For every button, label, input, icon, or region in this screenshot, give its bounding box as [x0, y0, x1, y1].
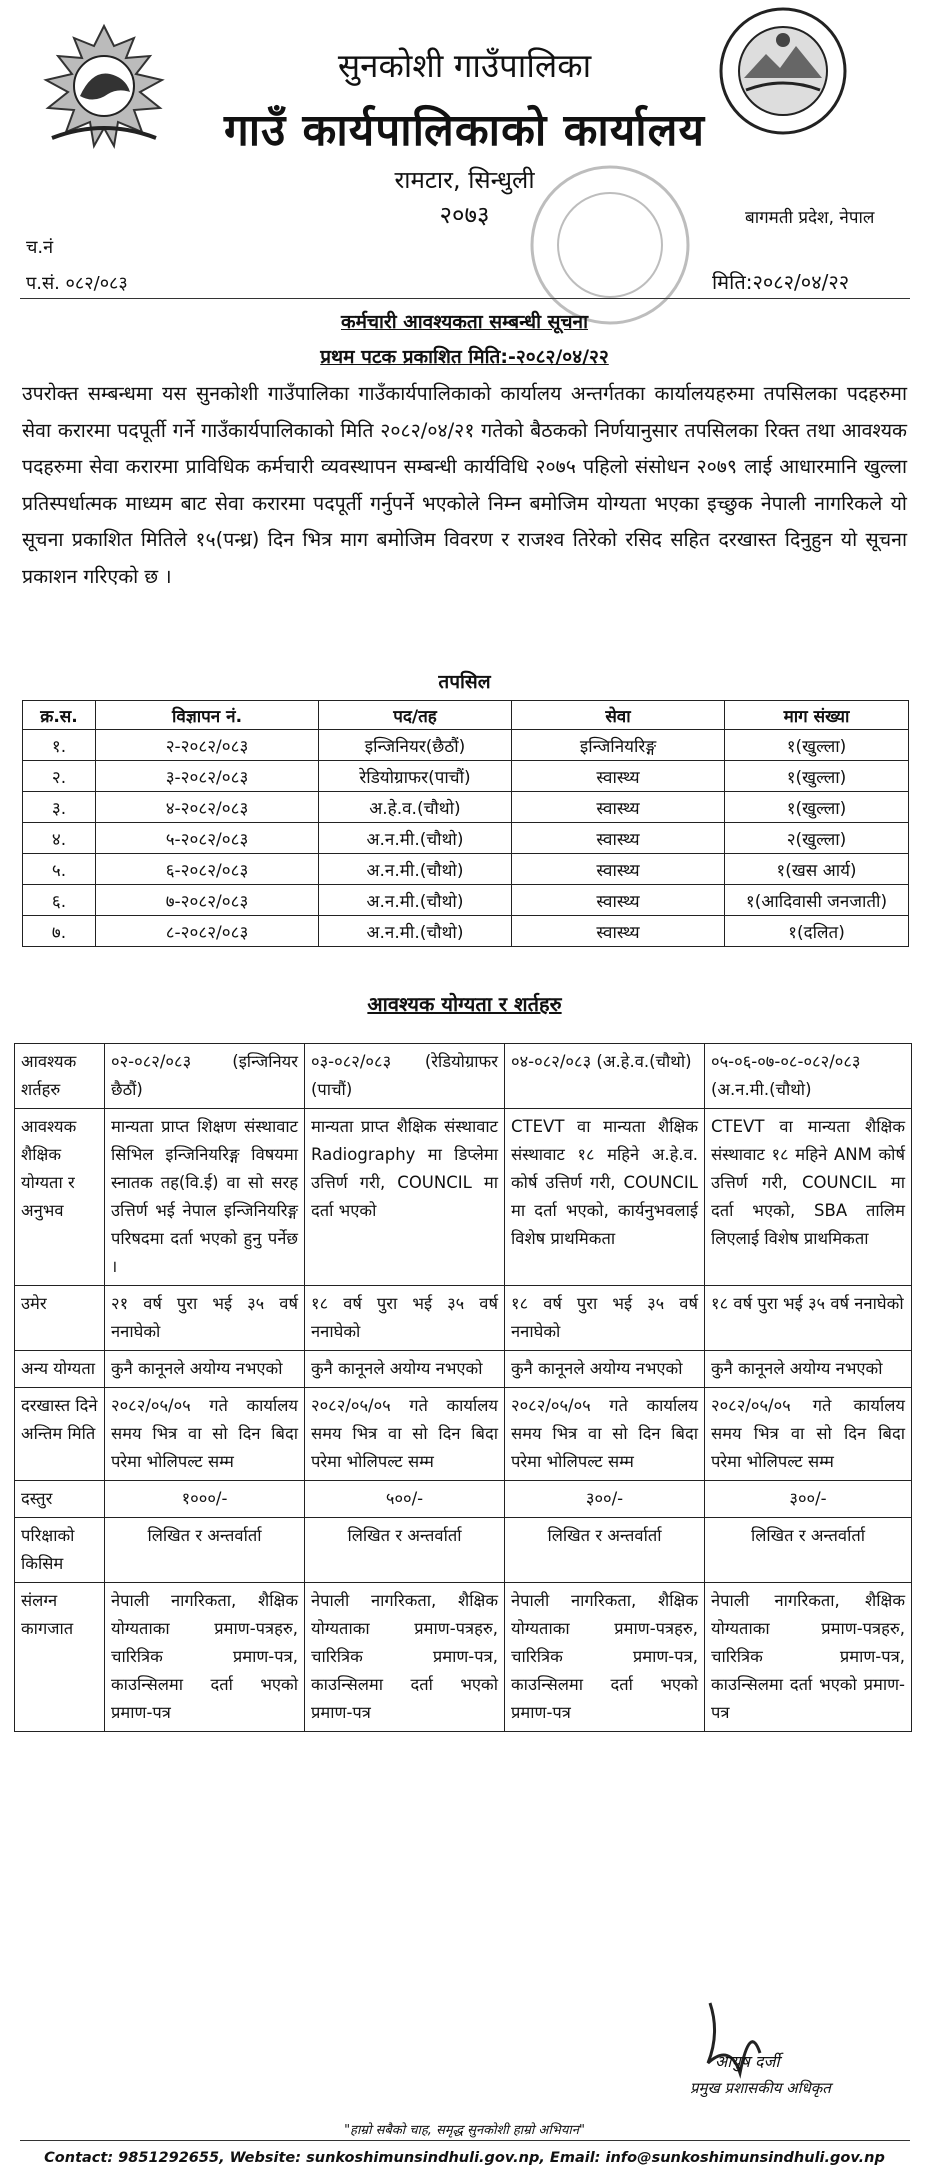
col-service: सेवा — [512, 701, 725, 730]
requirement-row — [15, 1286, 912, 1351]
requirement-cell: CTEVT वा मान्यता शैक्षिक संस्थावाट १८ महिने ANM कोर्ष उत्तिर्ण गरी, COUNCIL मा दर्ता भएको, SBA तालिम लिएलाई विशेष प्राथमिकता — [705, 1109, 912, 1286]
col-demand: माग संख्या — [725, 701, 909, 730]
requirement-row — [15, 1109, 912, 1286]
vacancy-row — [23, 823, 909, 854]
requirement-cell: कुनै कानूनले अयोग्य नभएको — [105, 1351, 305, 1388]
vacancy-row — [23, 916, 909, 947]
office-stamp-icon — [525, 160, 695, 330]
requirement-label: दरखास्त दिने अन्तिम मिति — [15, 1388, 105, 1481]
requirement-cell: नेपाली नागरिकता, शैक्षिक योग्यताका प्रमाण-पत्रहरु, चारित्रिक प्रमाण-पत्र, काउन्सिलमा दर्ता भएको प्रमाण-पत्र — [105, 1583, 305, 1732]
vacancy-cell: ४. — [23, 823, 96, 854]
vacancy-cell: ३. — [23, 792, 96, 823]
vacancy-cell: १(आदिवासी जनजाती) — [725, 885, 909, 916]
vacancy-cell: स्वास्थ्य — [512, 916, 725, 947]
vacancy-cell: २-२०८२/०८३ — [96, 730, 319, 761]
vacancy-cell: इन्जिनियर(छैठौं) — [319, 730, 512, 761]
requirement-row — [15, 1583, 912, 1732]
vacancy-row — [23, 885, 909, 916]
office-name: सुनकोशी गाउँपालिका — [337, 46, 592, 85]
signatory-name: आयुष दर्जी — [715, 2052, 780, 2071]
requirement-row — [15, 1481, 912, 1518]
vacancy-cell: ८-२०८२/०८३ — [96, 916, 319, 947]
vacancy-cell: अ.हे.व.(चौथो) — [319, 792, 512, 823]
corner-label: आवश्यक शर्तहरु — [15, 1044, 105, 1109]
requirement-label: परिक्षाको किसिम — [15, 1518, 105, 1583]
requirement-cell: लिखित र अन्तर्वार्ता — [305, 1518, 505, 1583]
vacancy-cell: २. — [23, 761, 96, 792]
vacancy-cell: अ.न.मी.(चौथो) — [319, 916, 512, 947]
requirement-cell: २१ वर्ष पुरा भई ३५ वर्ष ननाघेको — [105, 1286, 305, 1351]
requirement-cell: मान्यता प्राप्त शैक्षिक संस्थावाट Radiography मा डिप्लेमा उत्तिर्ण गरी, COUNCIL मा दर्ता भएको — [305, 1109, 505, 1286]
vacancy-cell: ५. — [23, 854, 96, 885]
vacancy-cell: स्वास्थ्य — [512, 854, 725, 885]
vacancy-cell: स्वास्थ्य — [512, 761, 725, 792]
requirement-cell: मान्यता प्राप्त शिक्षण संस्थावाट सिभिल इन्जिनियरिङ्ग विषयमा स्नातक तह(वि.ई) वा सो सरह उत्तिर्ण भई नेपाल इन्जिनियरिङ्ग परिषदमा दर्ता भएको हुनु पर्नेछ । — [105, 1109, 305, 1286]
vacancy-row — [23, 730, 909, 761]
requirement-row — [15, 1351, 912, 1388]
footer-contact: Contact: 9851292655, Website: sunkoshimunsindhuli.gov.np, Email: info@sunkoshimunsindhuli.gov.np — [44, 2150, 885, 2166]
requirement-cell: कुनै कानूनले अयोग्य नभएको — [705, 1351, 912, 1388]
vacancy-table — [22, 700, 909, 947]
vacancy-cell: अ.न.मी.(चौथो) — [319, 885, 512, 916]
office-address: रामटार, सिन्धुली — [394, 166, 535, 194]
vacancy-cell: स्वास्थ्य — [512, 792, 725, 823]
vacancy-cell: ५-२०८२/०८३ — [96, 823, 319, 854]
header-divider — [20, 298, 910, 299]
requirement-cell: १८ वर्ष पुरा भई ३५ वर्ष ननाघेको — [505, 1286, 705, 1351]
vacancy-row — [23, 761, 909, 792]
date-label: मिति:२०८२/०४/२२ — [712, 270, 850, 294]
vacancy-cell: १(खुल्ला) — [725, 792, 909, 823]
requirement-label: संलग्न कागजात — [15, 1583, 105, 1732]
req-column-header: ०३-०८२/०८३ (रेडियोग्राफर (पाचौं) — [305, 1044, 505, 1109]
vacancy-cell: अ.न.मी.(चौथो) — [319, 823, 512, 854]
vacancy-cell: १(खस आर्य) — [725, 854, 909, 885]
vacancy-cell: ३-२०८२/०८३ — [96, 761, 319, 792]
requirement-cell: ३००/- — [705, 1481, 912, 1518]
vacancy-cell: १(दलित) — [725, 916, 909, 947]
vacancy-cell: ४-२०८२/०८३ — [96, 792, 319, 823]
requirement-row — [15, 1518, 912, 1583]
vacancy-cell: रेडियोग्राफर(पाचौं) — [319, 761, 512, 792]
requirement-cell: लिखित र अन्तर्वार्ता — [105, 1518, 305, 1583]
tapasil-title: तपसिल — [438, 671, 491, 693]
vacancy-cell: २(खुल्ला) — [725, 823, 909, 854]
requirement-cell: २०८२/०५/०५ गते कार्यालय समय भित्र वा सो दिन बिदा परेमा भोलिपल्ट सम्म — [305, 1388, 505, 1481]
col-sn: क्र.स. — [23, 701, 96, 730]
requirement-cell: लिखित र अन्तर्वार्ता — [505, 1518, 705, 1583]
requirement-cell: नेपाली नागरिकता, शैक्षिक योग्यताका प्रमाण-पत्रहरु, चारित्रिक प्रमाण-पत्र, काउन्सिलमा दर्ता भएको प्रमाण-पत्र — [305, 1583, 505, 1732]
requirement-cell: कुनै कानूनले अयोग्य नभएको — [305, 1351, 505, 1388]
notice-title: कर्मचारी आवश्यकता सम्बन्धी सूचना — [340, 311, 588, 333]
vacancy-cell: ७. — [23, 916, 96, 947]
pa-sa-label: प.सं. ०८२/०८३ — [26, 273, 128, 294]
requirement-cell: नेपाली नागरिकता, शैक्षिक योग्यताका प्रमाण-पत्रहरु, चारित्रिक प्रमाण-पत्र, काउन्सिलमा दर्ता भएको प्रमाण-पत्र — [705, 1583, 912, 1732]
requirement-label: आवश्यक शैक्षिक योग्यता र अनुभव — [15, 1109, 105, 1286]
requirement-cell: ५००/- — [305, 1481, 505, 1518]
vacancy-cell: इन्जिनियरिङ्ग — [512, 730, 725, 761]
requirement-label: अन्य योग्यता — [15, 1351, 105, 1388]
req-column-header: ०२-०८२/०८३ (इन्जिनियर छैठौं) — [105, 1044, 305, 1109]
vacancy-cell: ७-२०८२/०८३ — [96, 885, 319, 916]
vacancy-table-header — [23, 701, 909, 730]
signatory-designation: प्रमुख प्रशासकीय अधिकृत — [690, 2079, 831, 2097]
vacancy-cell: स्वास्थ्य — [512, 823, 725, 854]
requirement-cell: लिखित र अन्तर्वार्ता — [705, 1518, 912, 1583]
requirements-table — [14, 1043, 912, 1732]
requirements-title: आवश्यक योग्यता र शर्तहरु — [367, 992, 562, 1016]
requirement-cell: कुनै कानूनले अयोग्य नभएको — [505, 1351, 705, 1388]
requirement-cell: २०८२/०५/०५ गते कार्यालय समय भित्र वा सो दिन बिदा परेमा भोलिपल्ट सम्म — [505, 1388, 705, 1481]
req-column-header: ०४-०८२/०८३ (अ.हे.व.(चौथो) — [505, 1044, 705, 1109]
vacancy-cell: १(खुल्ला) — [725, 730, 909, 761]
notice-body: उपरोक्त सम्बन्धमा यस सुनकोशी गाउँपालिका गाउँकार्यपालिकाको कार्यालय अन्तर्गतका कार्यालयहरुमा तपसिलका पदहरुमा सेवा करारमा पदपूर्ती गर्ने गाउँकार्यपालिकाको मिति २०८२/०४/२१ गतेको बैठकको निर्णयानुसार तपसिलका रिक्त तथा आवश्यक पदहरुमा सेवा करारमा प्राविधिक कर्मचारी व्यवस्थापन सम्बन्धी कार्यविधि २०७५ पहिलो संसोधन २०७९ लाई आधारमानि खुल्ला प्रतिस्पर्धात्मक माध्यम बाट सेवा करारमा पदपूर्ती गर्नुपर्ने भएकोले निम्न बमोजिम योग्यता भएका इच्छुक नेपाली नागरिकले यो सूचना प्रकाशित मितिले १५(पन्ध्र) दिन भित्र माग बमोजिम विवरण र राजश्व तिरेको रसिद सहित दरखास्त दिनुहुन यो सूचना प्रकाशन गरिएको छ । — [22, 382, 907, 588]
first-publish-date: प्रथम पटक प्रकाशित मिति:-२०८२/०४/२२ — [320, 346, 609, 368]
vacancy-row — [23, 792, 909, 823]
requirement-cell: CTEVT वा मान्यता शैक्षिक संस्थावाट १८ महिने अ.हे.व. कोर्ष उत्तिर्ण गरी, COUNCIL मा दर्ता भएको, कार्यनुभवलाई विशेष प्राथमिकता — [505, 1109, 705, 1286]
requirement-cell: २०८२/०५/०५ गते कार्यालय समय भित्र वा सो दिन बिदा परेमा भोलिपल्ट सम्म — [705, 1388, 912, 1481]
requirement-cell: १८ वर्ष पुरा भई ३५ वर्ष ननाघेको — [305, 1286, 505, 1351]
cha-no-label: च.नं — [26, 237, 54, 258]
requirement-label: उमेर — [15, 1286, 105, 1351]
established-year: २०७३ — [439, 201, 490, 229]
requirement-cell: १८ वर्ष पुरा भई ३५ वर्ष ननाघेको — [705, 1286, 912, 1351]
vacancy-row — [23, 854, 909, 885]
requirement-row — [15, 1388, 912, 1481]
footer-divider — [20, 2140, 910, 2141]
vacancy-cell: स्वास्थ्य — [512, 885, 725, 916]
req-column-header: ०५-०६-०७-०८-०८२/०८३ (अ.न.मी.(चौथो) — [705, 1044, 912, 1109]
col-ad-no: विज्ञापन नं. — [96, 701, 319, 730]
vacancy-cell: १(खुल्ला) — [725, 761, 909, 792]
province-label: बागमती प्रदेश, नेपाल — [745, 208, 875, 228]
requirement-cell: नेपाली नागरिकता, शैक्षिक योग्यताका प्रमाण-पत्रहरु, चारित्रिक प्रमाण-पत्र, काउन्सिलमा दर्ता भएको प्रमाण-पत्र — [505, 1583, 705, 1732]
requirement-label: दस्तुर — [15, 1481, 105, 1518]
vacancy-cell: अ.न.मी.(चौथो) — [319, 854, 512, 885]
col-post: पद/तह — [319, 701, 512, 730]
footer-motto: "हाम्रो सबैको चाह, समृद्ध सुनकोशी हाम्रो अभियान" — [344, 2123, 585, 2138]
vacancy-cell: ६. — [23, 885, 96, 916]
requirement-cell: २०८२/०५/०५ गते कार्यालय समय भित्र वा सो दिन बिदा परेमा भोलिपल्ट सम्म — [105, 1388, 305, 1481]
office-title: गाउँ कार्यपालिकाको कार्यालय — [223, 105, 706, 156]
requirements-header-row — [15, 1044, 912, 1109]
requirement-cell: ३००/- — [505, 1481, 705, 1518]
vacancy-cell: ६-२०८२/०८३ — [96, 854, 319, 885]
vacancy-cell: १. — [23, 730, 96, 761]
requirement-cell: १०००/- — [105, 1481, 305, 1518]
